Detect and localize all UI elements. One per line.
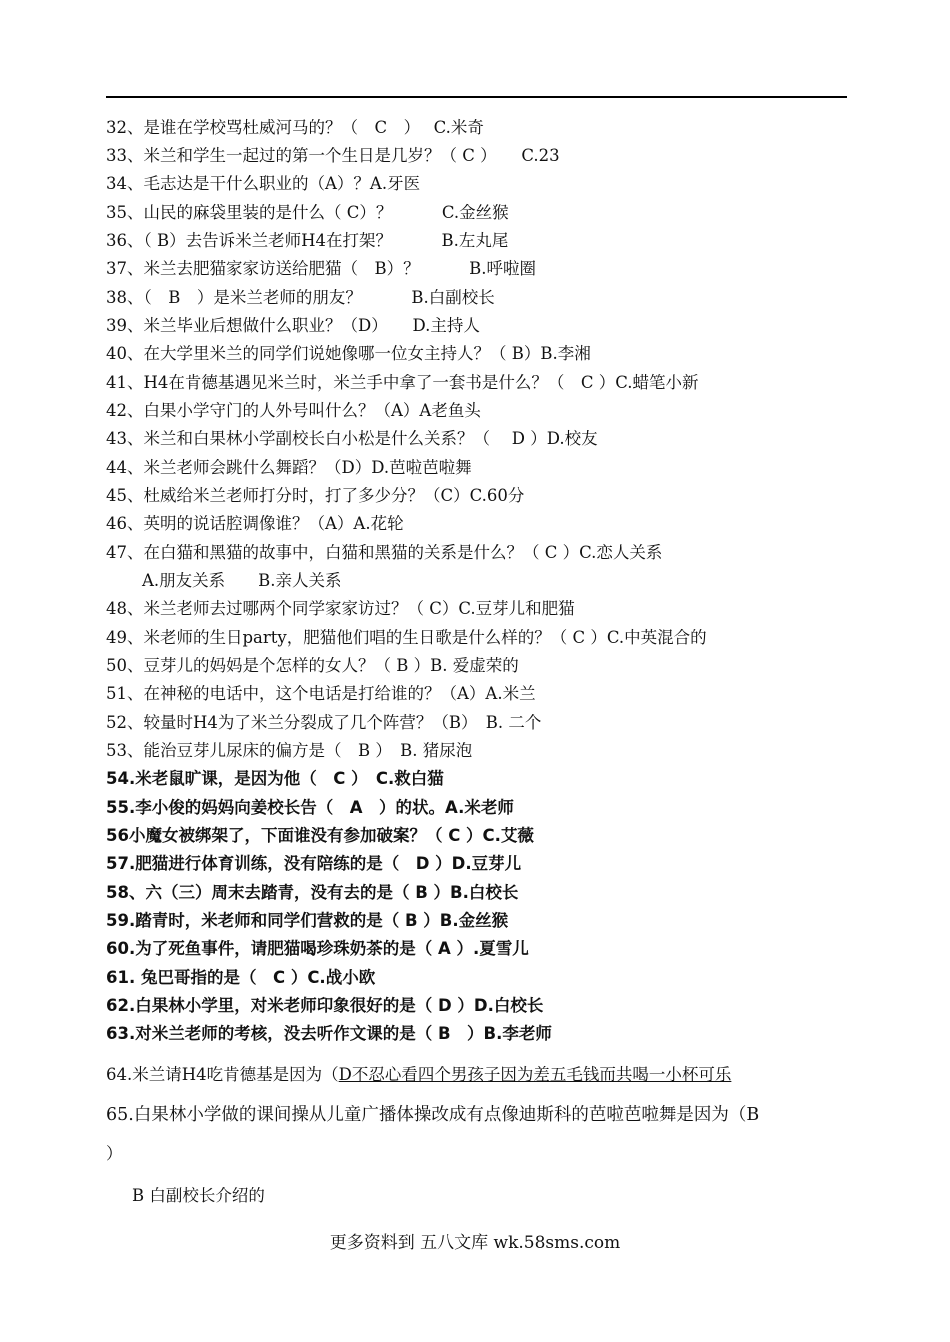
question-35: 35、山民的麻袋里装的是什么（ C）？ C.金丝猴	[106, 203, 509, 222]
question-41: 41、H4在肯德基遇见米兰时，米兰手中拿了一套书是什么？（ C ）C.蜡笔小新	[106, 373, 699, 392]
question-57: 57.肥猫进行体育训练，没有陪练的是（ D ）D.豆芽儿	[106, 854, 522, 873]
question-64-prefix: 64.米兰请H4吃肯德基是因为（	[106, 1065, 339, 1084]
question-47-options: A.朋友关系 B.亲人关系	[142, 571, 342, 590]
question-51: 51、在神秘的电话中，这个电话是打给谁的？（A）A.米兰	[106, 684, 536, 703]
footer-text: 更多资料到 五八文库 wk.58sms.com	[329, 1233, 621, 1253]
question-43: 43、米兰和白果林小学副校长白小松是什么关系？（ D ）D.校友	[106, 429, 598, 448]
question-48: 48、米兰老师去过哪两个同学家家访过？（ C）C.豆芽儿和肥猫	[106, 599, 575, 618]
question-33: 33、米兰和学生一起过的第一个生日是几岁？（ C ） C.23	[106, 146, 560, 165]
question-38: 38、（ B ）是米兰老师的朋友？ B.白副校长	[106, 288, 495, 307]
question-65-answer: B 白副校长介绍的	[132, 1186, 265, 1205]
question-64	[106, 1064, 731, 1086]
question-65: 65.白果林小学做的课间操从儿童广播体操改成有点像迪斯科的芭啦芭啦舞是因为（B	[106, 1105, 760, 1125]
question-54: 54.米老鼠旷课，是因为他（ C ） C.救白猫	[106, 769, 444, 788]
question-49: 49、米老师的生日party，肥猫他们唱的生日歌是什么样的？（ C ）C.中英混合的	[106, 628, 707, 647]
question-45: 45、杜威给米兰老师打分时，打了多少分？（C）C.60分	[106, 486, 525, 505]
question-39: 39、米兰毕业后想做什么职业？（D） D.主持人	[106, 316, 480, 335]
question-58: 58、六（三）周末去踏青，没有去的是（ B ）B.白校长	[106, 883, 519, 902]
question-56: 56小魔女被绑架了，下面谁没有参加破案？（ C ）C.艾薇	[106, 826, 534, 845]
question-47: 47、在白猫和黑猫的故事中，白猫和黑猫的关系是什么？（ C ）C.恋人关系	[106, 543, 663, 562]
question-61: 61. 兔巴哥指的是（ C ）C.战小欧	[106, 968, 376, 987]
question-63: 63.对米兰老师的考核，没去听作文课的是（ B ）B.李老师	[106, 1024, 552, 1043]
question-32: 32、是谁在学校骂杜威河马的？（ C ） C.米奇	[106, 118, 484, 137]
question-40: 40、在大学里米兰的同学们说她像哪一位女主持人？（ B）B.李湘	[106, 344, 591, 363]
question-37: 37、米兰去肥猫家家访送给肥猫（ B）？ B.呼啦圈	[106, 259, 536, 278]
question-59: 59.踏青时，米老师和同学们营救的是（ B ）B.金丝猴	[106, 911, 509, 930]
question-34: 34、毛志达是干什么职业的（A）？A.牙医	[106, 174, 421, 193]
question-65-close: ）	[106, 1144, 123, 1163]
question-53: 53、能治豆芽儿尿床的偏方是（ B ） B. 猪尿泡	[106, 741, 473, 760]
question-42: 42、白果小学守门的人外号叫什么？（A）A老鱼头	[106, 401, 481, 420]
question-60: 60.为了死鱼事件，请肥猫喝珍珠奶茶的是（ A ）.夏雪儿	[106, 939, 529, 958]
question-36: 36、（ B）去告诉米兰老师H4在打架？ B.左丸尾	[106, 231, 509, 250]
question-46: 46、英明的说话腔调像谁？（A）A.花轮	[106, 514, 404, 533]
question-64-answer: D不忍心看四个男孩子因为差五毛钱而共喝一小杯可乐	[338, 1065, 732, 1084]
question-55: 55.李小俊的妈妈向姜校长告（ A ）的状。A.米老师	[106, 798, 514, 817]
header-rule	[106, 96, 847, 98]
question-52: 52、较量时H4为了米兰分裂成了几个阵营？（B） B. 二个	[106, 713, 542, 732]
question-50: 50、豆芽儿的妈妈是个怎样的女人？（ B ）B. 爱虚荣的	[106, 656, 519, 675]
question-62: 62.白果林小学里，对米老师印象很好的是（ D ）D.白校长	[106, 996, 544, 1015]
question-44: 44、米兰老师会跳什么舞蹈？（D）D.芭啦芭啦舞	[106, 458, 472, 477]
